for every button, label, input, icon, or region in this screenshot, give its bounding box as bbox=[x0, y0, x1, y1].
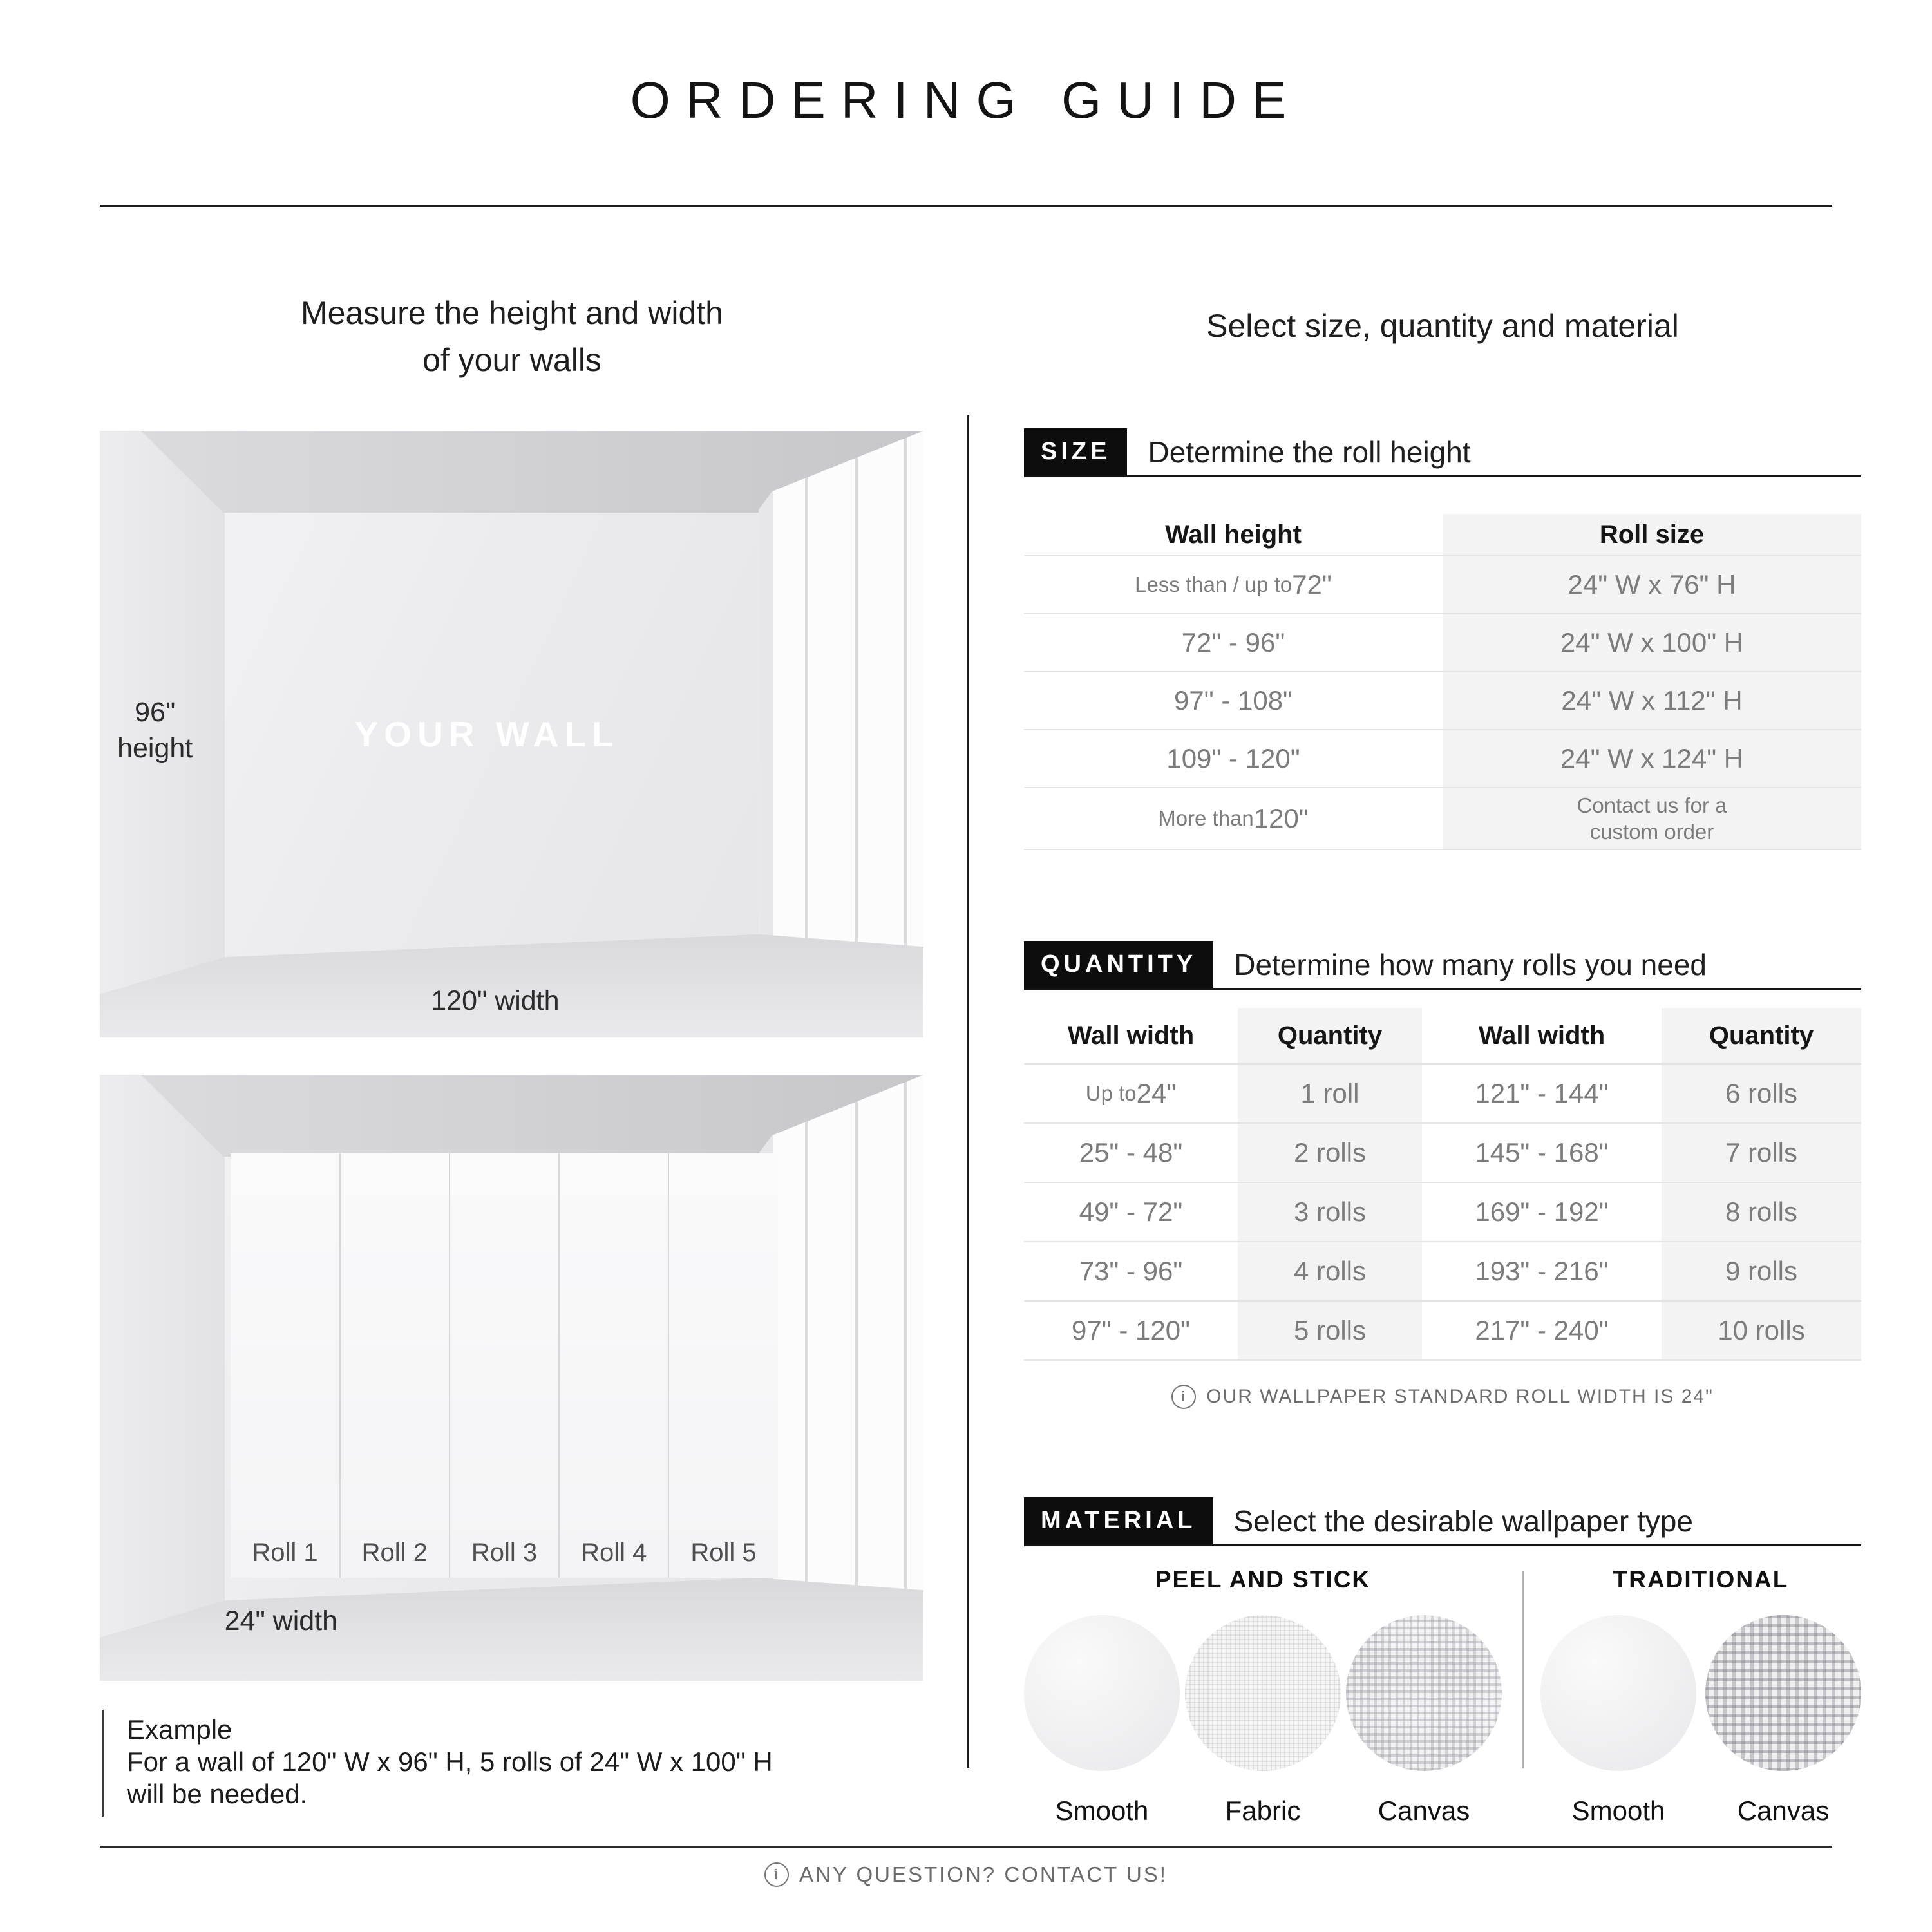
roll-panel bbox=[339, 1153, 449, 1578]
roll-panel bbox=[449, 1153, 558, 1578]
cell-text-small: More than bbox=[1158, 806, 1254, 830]
footer-divider bbox=[100, 1846, 1832, 1848]
swatch-circle-smooth bbox=[1024, 1615, 1180, 1771]
cell-text: 6 rolls bbox=[1725, 1078, 1798, 1108]
cell-text: 24" W x 124" H bbox=[1560, 743, 1744, 773]
swatch-label: Fabric bbox=[1225, 1795, 1301, 1826]
qty-cell-quantity bbox=[1662, 1124, 1861, 1183]
size-cell-roll-size-custom bbox=[1443, 788, 1861, 850]
swatch-fabric bbox=[1185, 1615, 1341, 1826]
roll-label: Roll 2 bbox=[361, 1539, 428, 1567]
roll-label: Roll 3 bbox=[471, 1539, 538, 1567]
right-column-heading: Select size, quantity and material bbox=[1206, 308, 1679, 344]
footer-note bbox=[0, 1862, 1932, 1887]
cell-text: 2 rolls bbox=[1293, 1137, 1367, 1168]
qty-cell-quantity bbox=[1662, 1242, 1861, 1302]
page-title: ORDERING GUIDE bbox=[630, 71, 1302, 129]
roll-panel bbox=[668, 1153, 777, 1578]
qty-cell-wall-width bbox=[1024, 1183, 1238, 1242]
material-section-header bbox=[1024, 1497, 1861, 1546]
cell-text-two-line bbox=[1577, 792, 1727, 846]
cell-text: 121" - 144" bbox=[1475, 1078, 1609, 1108]
material-subtitle: Select the desirable wallpaper type bbox=[1233, 1504, 1693, 1538]
qty-cell-wall-width bbox=[1422, 1183, 1662, 1242]
size-subtitle: Determine the roll height bbox=[1148, 435, 1471, 469]
roll-width-note bbox=[1024, 1385, 1861, 1409]
swatch-label: Canvas bbox=[1737, 1795, 1830, 1826]
roll-width-label: 24" width bbox=[224, 1605, 338, 1637]
size-tag: SIZE bbox=[1024, 428, 1127, 475]
size-cell-roll-size bbox=[1443, 730, 1861, 788]
cell-text: 25" - 48" bbox=[1079, 1137, 1183, 1168]
footer-text: ANY QUESTION? CONTACT US! bbox=[799, 1862, 1168, 1886]
material-group-divider bbox=[1522, 1571, 1524, 1768]
qty-cell-quantity bbox=[1662, 1065, 1861, 1124]
cell-text: 24" bbox=[1136, 1078, 1177, 1108]
example-line2: will be needed. bbox=[127, 1779, 308, 1809]
column-divider bbox=[967, 415, 969, 1768]
size-col-header-wall-height: Wall height bbox=[1024, 514, 1443, 556]
cell-text: Contact us for a bbox=[1577, 793, 1727, 817]
left-column-heading bbox=[100, 290, 924, 383]
cell-text: custom order bbox=[1589, 820, 1714, 844]
qty-cell-wall-width bbox=[1422, 1124, 1662, 1183]
example-title: Example bbox=[127, 1714, 232, 1745]
swatch-circle-canvas bbox=[1705, 1615, 1861, 1771]
swatch-smooth bbox=[1024, 1615, 1180, 1826]
cell-text: 1 roll bbox=[1300, 1078, 1359, 1108]
wall-width-label: 120" width bbox=[431, 985, 560, 1016]
title-divider bbox=[100, 205, 1832, 207]
roll-label: Roll 5 bbox=[690, 1539, 757, 1567]
cell-text: 109" - 120" bbox=[1166, 743, 1300, 773]
material-group-peel-and-stick bbox=[1024, 1566, 1502, 1826]
cell-text: 24" W x 112" H bbox=[1561, 685, 1743, 715]
cell-text-small: Less than / up to bbox=[1135, 573, 1293, 596]
material-group-label: TRADITIONAL bbox=[1613, 1566, 1789, 1593]
size-cell-wall-height bbox=[1024, 556, 1443, 614]
cell-text: 5 rolls bbox=[1293, 1315, 1367, 1345]
example-line1: For a wall of 120" W x 96" H, 5 rolls of 24" W x 100" H bbox=[127, 1747, 773, 1777]
roll-label: Roll 4 bbox=[581, 1539, 647, 1567]
swatch-circle-smooth bbox=[1540, 1615, 1696, 1771]
size-col-header-roll-size: Roll size bbox=[1443, 514, 1861, 556]
qty-col-header: Wall width bbox=[1422, 1008, 1662, 1065]
swatch-canvas bbox=[1705, 1615, 1861, 1826]
qty-cell-wall-width bbox=[1422, 1302, 1662, 1361]
swatch-canvas bbox=[1346, 1615, 1502, 1826]
quantity-table bbox=[1024, 1008, 1861, 1361]
cell-text: 169" - 192" bbox=[1475, 1197, 1609, 1227]
qty-cell-wall-width bbox=[1422, 1242, 1662, 1302]
size-cell-wall-height bbox=[1024, 730, 1443, 788]
left-heading-line1: Measure the height and width bbox=[301, 295, 723, 331]
swatch-row bbox=[1540, 1615, 1861, 1826]
qty-cell-quantity bbox=[1238, 1124, 1422, 1183]
qty-col-header: Wall width bbox=[1024, 1008, 1238, 1065]
qty-cell-wall-width bbox=[1024, 1302, 1238, 1361]
size-cell-roll-size bbox=[1443, 614, 1861, 672]
wall-height-label bbox=[100, 695, 210, 767]
qty-cell-wall-width bbox=[1024, 1065, 1238, 1124]
swatch-circle-canvas bbox=[1346, 1615, 1502, 1771]
cell-text: 193" - 216" bbox=[1475, 1256, 1609, 1286]
cell-text: 97" - 120" bbox=[1072, 1315, 1190, 1345]
qty-col-header: Quantity bbox=[1238, 1008, 1422, 1065]
cell-text: 217" - 240" bbox=[1475, 1315, 1609, 1345]
quantity-tag: QUANTITY bbox=[1024, 941, 1213, 988]
roll-panel bbox=[558, 1153, 668, 1578]
qty-cell-quantity bbox=[1238, 1242, 1422, 1302]
size-cell-wall-height bbox=[1024, 614, 1443, 672]
roll-panel bbox=[231, 1153, 339, 1578]
size-cell-roll-size bbox=[1443, 556, 1861, 614]
swatch-circle-fabric bbox=[1185, 1615, 1341, 1771]
qty-cell-wall-width bbox=[1024, 1124, 1238, 1183]
cell-text: 7 rolls bbox=[1725, 1137, 1798, 1168]
qty-cell-quantity bbox=[1238, 1302, 1422, 1361]
quantity-section-header bbox=[1024, 941, 1861, 990]
roll-panels bbox=[231, 1153, 777, 1578]
cell-text: 145" - 168" bbox=[1475, 1137, 1609, 1168]
qty-cell-wall-width bbox=[1024, 1242, 1238, 1302]
info-icon: i bbox=[1171, 1385, 1196, 1409]
swatch-label: Canvas bbox=[1378, 1795, 1470, 1826]
cell-text: 120" bbox=[1253, 803, 1309, 833]
cell-text: 24" W x 76" H bbox=[1567, 569, 1736, 600]
cell-text: 24" W x 100" H bbox=[1560, 627, 1744, 658]
cell-text: 9 rolls bbox=[1725, 1256, 1798, 1286]
material-group-traditional bbox=[1540, 1566, 1861, 1826]
info-icon: i bbox=[764, 1862, 789, 1887]
material-groups bbox=[1024, 1566, 1861, 1826]
swatch-label: Smooth bbox=[1055, 1795, 1149, 1826]
roll-label: Roll 1 bbox=[252, 1539, 318, 1567]
your-wall-label: YOUR WALL bbox=[354, 714, 620, 754]
left-heading-line2: of your walls bbox=[422, 341, 601, 378]
qty-cell-quantity bbox=[1238, 1183, 1422, 1242]
material-tag: MATERIAL bbox=[1024, 1497, 1213, 1544]
size-section-header bbox=[1024, 428, 1861, 477]
qty-cell-quantity bbox=[1662, 1302, 1861, 1361]
example-note bbox=[102, 1710, 773, 1817]
cell-text: 72" - 96" bbox=[1181, 627, 1285, 658]
cell-text-small: Up to bbox=[1085, 1081, 1137, 1105]
swatch-row bbox=[1024, 1615, 1502, 1826]
size-cell-roll-size bbox=[1443, 672, 1861, 730]
cell-text: 8 rolls bbox=[1725, 1197, 1798, 1227]
cell-text: 4 rolls bbox=[1293, 1256, 1367, 1286]
room-side-wall bbox=[100, 1075, 226, 1681]
cell-text: 49" - 72" bbox=[1079, 1197, 1183, 1227]
cell-text: 10 rolls bbox=[1718, 1315, 1805, 1345]
quantity-subtitle: Determine how many rolls you need bbox=[1234, 947, 1707, 981]
material-group-label: PEEL AND STICK bbox=[1155, 1566, 1371, 1593]
cell-text: 3 rolls bbox=[1293, 1197, 1367, 1227]
cell-text: 72" bbox=[1292, 569, 1332, 600]
room-illustration-rolls bbox=[100, 1075, 923, 1681]
qty-cell-wall-width bbox=[1422, 1065, 1662, 1124]
qty-cell-quantity bbox=[1662, 1183, 1861, 1242]
roll-width-note-text: OUR WALLPAPER STANDARD ROLL WIDTH IS 24" bbox=[1206, 1386, 1714, 1407]
qty-cell-quantity bbox=[1238, 1065, 1422, 1124]
size-table bbox=[1024, 514, 1861, 850]
qty-col-header: Quantity bbox=[1662, 1008, 1861, 1065]
swatch-smooth bbox=[1540, 1615, 1696, 1826]
size-cell-wall-height bbox=[1024, 788, 1443, 850]
wall-height-word: height bbox=[117, 732, 193, 764]
wall-height-value: 96" bbox=[135, 696, 176, 728]
cell-text: 73" - 96" bbox=[1079, 1256, 1183, 1286]
cell-text: 97" - 108" bbox=[1174, 685, 1293, 715]
room-illustration-measured-wall bbox=[100, 431, 923, 1037]
swatch-label: Smooth bbox=[1571, 1795, 1665, 1826]
size-cell-wall-height bbox=[1024, 672, 1443, 730]
